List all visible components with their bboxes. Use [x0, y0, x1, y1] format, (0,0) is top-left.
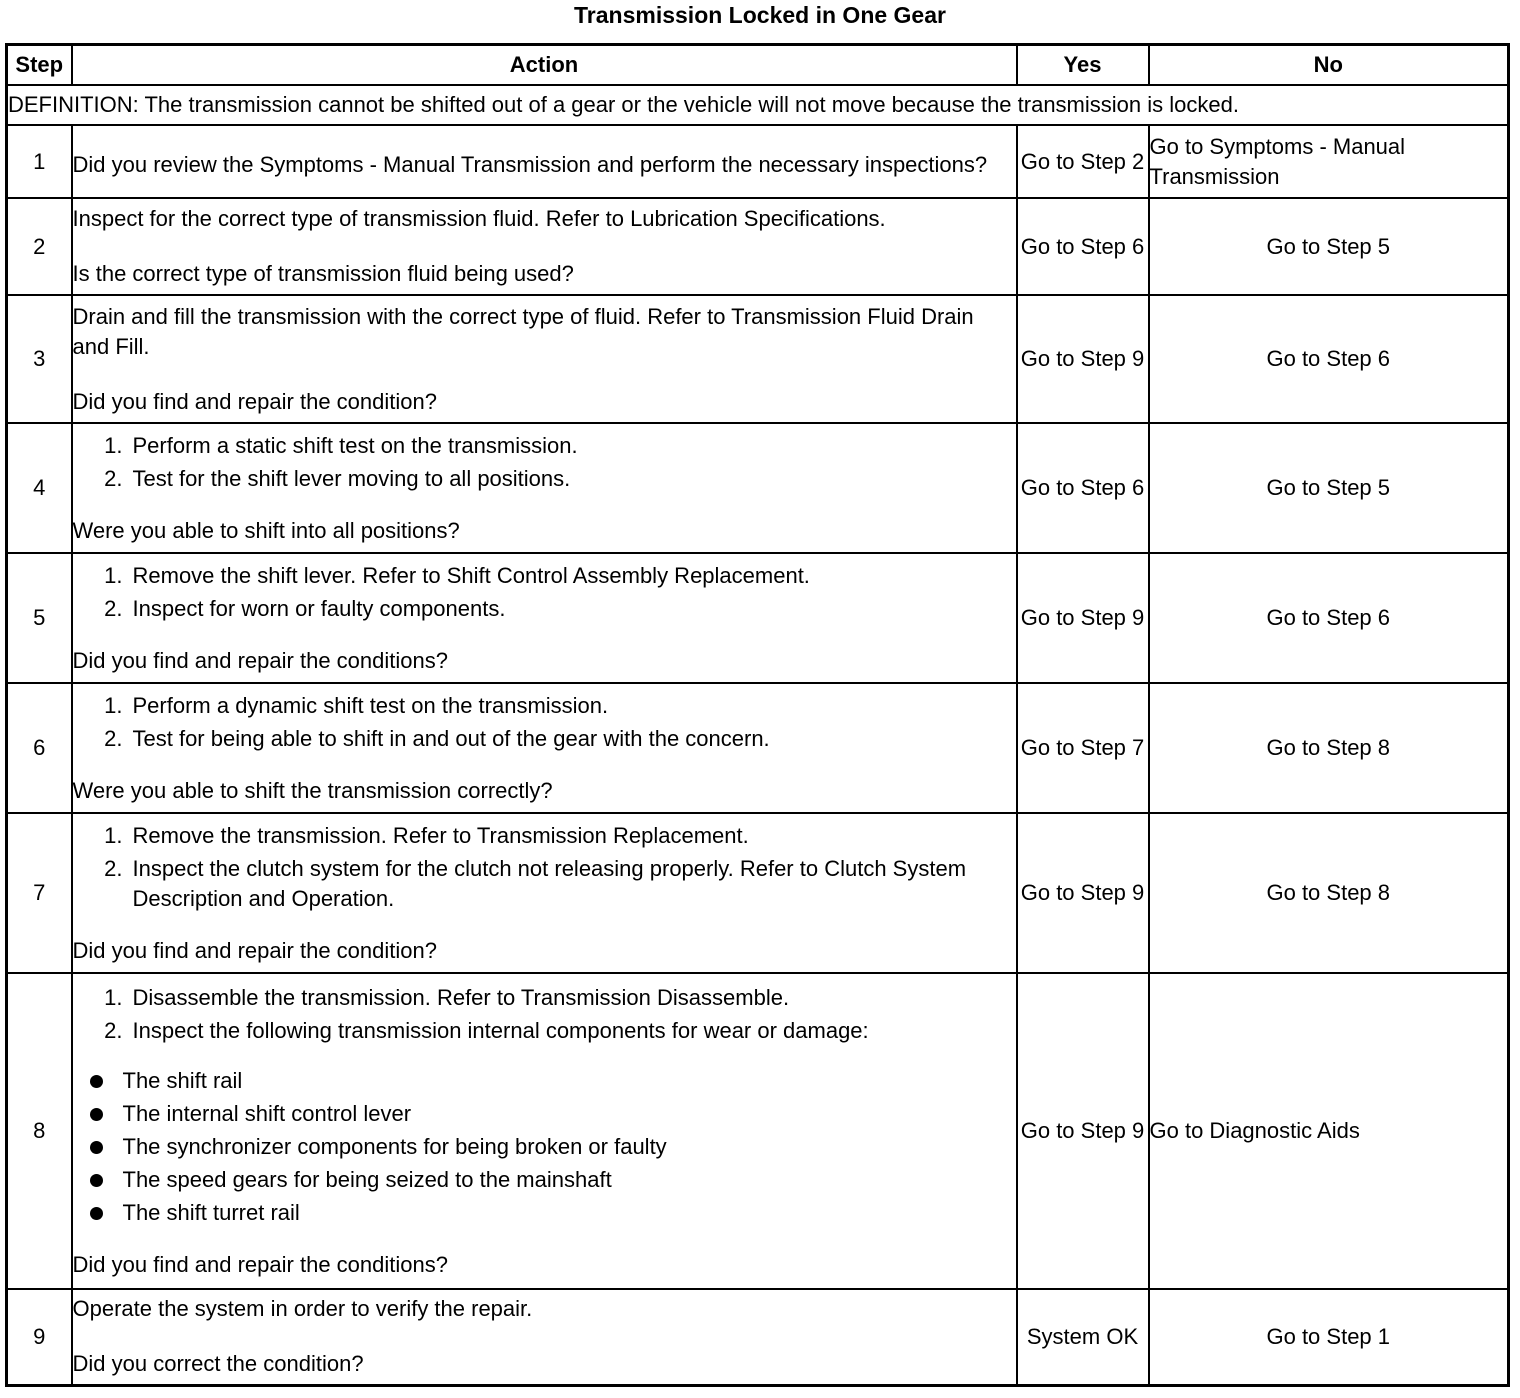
step-number: 3 — [7, 295, 72, 423]
list-item: 1. Remove the shift lever. Refer to Shift Control Assembly Replacement. — [104, 562, 810, 588]
list-item: 2. Test for being able to shift in and out of the gear with the concern. — [104, 725, 770, 751]
yes-cell: System OK — [1017, 1289, 1149, 1385]
page-title: Transmission Locked in One Gear — [574, 2, 946, 28]
no-cell: Go to Step 1 — [1149, 1289, 1509, 1385]
table-row — [7, 198, 1509, 295]
action-cell — [72, 683, 1017, 813]
header-step: Step — [7, 45, 72, 86]
action-question: Did you find and repair the condition? — [72, 388, 437, 414]
bullet-item: The synchronizer components for being broken or faulty — [73, 1132, 1016, 1162]
step-number: 8 — [7, 973, 72, 1289]
numbered-list — [73, 983, 1016, 1046]
bullet-item: The shift turret rail — [73, 1198, 1016, 1228]
yes-cell: Go to Step 9 — [1017, 553, 1149, 683]
step-number: 6 — [7, 683, 72, 813]
header-action: Action — [72, 45, 1017, 86]
bullet-icon — [73, 1066, 123, 1096]
no-cell: Go to Step 8 — [1149, 683, 1509, 813]
bullet-icon — [73, 1165, 123, 1195]
step-number: 5 — [7, 553, 72, 683]
no-cell: Go to Step 6 — [1149, 553, 1509, 683]
action-cell — [72, 813, 1017, 973]
action-text: Did you review the Symptoms - Manual Transmission and perform the necessary inspections? — [72, 151, 988, 177]
yes-cell: Go to Step 2 — [1017, 125, 1149, 198]
action-cell — [72, 295, 1017, 423]
list-item: 1. Remove the transmission. Refer to Transmission Replacement. — [104, 822, 749, 848]
table-row — [7, 813, 1509, 973]
table-row — [7, 683, 1509, 813]
header-row — [7, 45, 1509, 86]
action-cell — [72, 973, 1017, 1289]
step-number: 1 — [7, 125, 72, 198]
no-cell: Go to Step 8 — [1149, 813, 1509, 973]
step-number: 4 — [7, 423, 72, 553]
table-row — [7, 125, 1509, 198]
bullet-icon — [73, 1198, 123, 1228]
yes-cell: Go to Step 9 — [1017, 295, 1149, 423]
action-cell — [72, 1289, 1017, 1385]
numbered-list — [73, 691, 1016, 754]
action-question: Did you find and repair the conditions? — [72, 647, 448, 673]
table-row — [7, 553, 1509, 683]
no-cell: Go to Step 5 — [1149, 198, 1509, 295]
step-number: 7 — [7, 813, 72, 973]
definition-text: DEFINITION: The transmission cannot be shifted out of a gear or the vehicle will not move because the transmission is locked. — [7, 85, 1509, 125]
no-cell: Go to Diagnostic Aids — [1149, 973, 1509, 1289]
no-cell: Go to Step 5 — [1149, 423, 1509, 553]
action-cell — [72, 423, 1017, 553]
table-row — [7, 423, 1509, 553]
header-yes: Yes — [1017, 45, 1149, 86]
action-question: Did you correct the condition? — [72, 1351, 364, 1377]
bullet-item: The internal shift control lever — [73, 1099, 1016, 1129]
bullet-item: The speed gears for being seized to the mainshaft — [73, 1165, 1016, 1195]
list-item: 1. Disassemble the transmission. Refer to Transmission Disassemble. — [104, 984, 790, 1010]
step-number: 2 — [7, 198, 72, 295]
numbered-list — [73, 561, 1016, 624]
step-number: 9 — [7, 1289, 72, 1385]
yes-cell: Go to Step 6 — [1017, 423, 1149, 553]
yes-cell: Go to Step 9 — [1017, 973, 1149, 1289]
no-cell: Go to Step 6 — [1149, 295, 1509, 423]
numbered-list — [73, 821, 1016, 914]
yes-cell: Go to Step 6 — [1017, 198, 1149, 295]
no-cell: Go to Symptoms - Manual Transmission — [1149, 125, 1509, 198]
definition-row — [7, 85, 1509, 125]
action-question: Did you find and repair the condition? — [72, 937, 437, 963]
bullet-list — [73, 1066, 1016, 1228]
list-item: 2. Inspect the following transmission internal components for wear or damage: — [104, 1017, 869, 1043]
action-text: Operate the system in order to verify the repair. — [72, 1296, 533, 1322]
action-text: Inspect for the correct type of transmission fluid. Refer to Lubrication Specifications. — [72, 206, 886, 231]
bullet-item: The shift rail — [73, 1066, 1016, 1096]
action-question: Were you able to shift the transmission correctly? — [72, 777, 553, 803]
list-item: 2. Inspect for worn or faulty components. — [104, 595, 506, 621]
action-cell — [72, 198, 1017, 295]
action-question: Did you find and repair the conditions? — [72, 1251, 448, 1277]
bullet-icon — [73, 1132, 123, 1162]
list-item: 2. Test for the shift lever moving to all positions. — [104, 465, 571, 491]
table-row — [7, 1289, 1509, 1385]
yes-cell: Go to Step 9 — [1017, 813, 1149, 973]
action-question: Were you able to shift into all positions? — [72, 517, 460, 543]
table-row — [7, 295, 1509, 423]
header-no: No — [1149, 45, 1509, 86]
action-cell — [72, 125, 1017, 198]
list-item: 2. Inspect the clutch system for the clutch not releasing properly. Refer to Clutch System Description and Operation. — [104, 855, 967, 911]
action-cell — [72, 553, 1017, 683]
action-question: Is the correct type of transmission fluid being used? — [72, 261, 574, 286]
table-row — [7, 973, 1509, 1289]
numbered-list — [73, 431, 1016, 494]
action-text: Drain and fill the transmission with the correct type of fluid. Refer to Transmission Fluid Drain and Fill. — [72, 303, 974, 359]
list-item: 1. Perform a dynamic shift test on the transmission. — [104, 692, 609, 718]
yes-cell: Go to Step 7 — [1017, 683, 1149, 813]
diagnostic-table — [5, 43, 1510, 1387]
list-item: 1. Perform a static shift test on the transmission. — [104, 432, 578, 458]
bullet-icon — [73, 1099, 123, 1129]
